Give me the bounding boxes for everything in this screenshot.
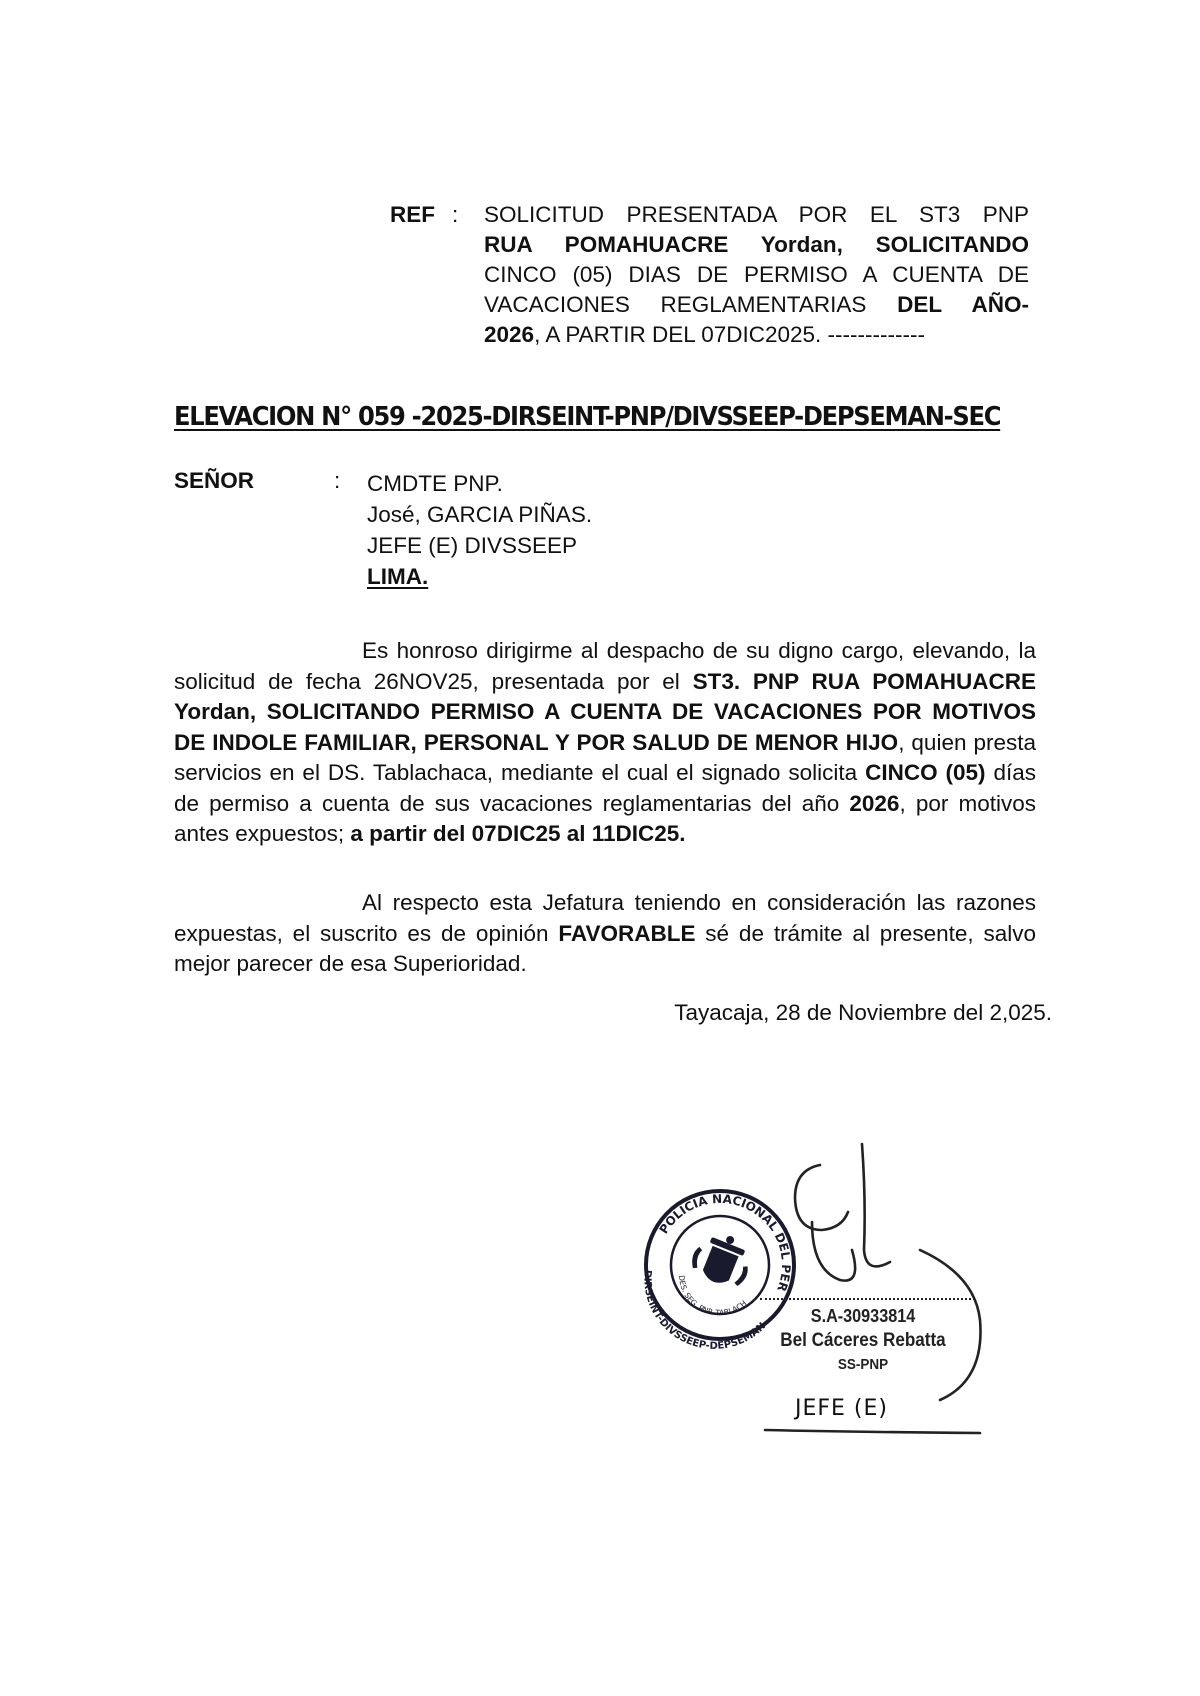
body-paragraph-1 bbox=[174, 636, 1036, 850]
coat-of-arms-icon bbox=[687, 1226, 758, 1293]
p1-text-3: días de permiso a cuenta de sus vacaciones reglamentarias del año bbox=[174, 760, 1037, 816]
reference-line-2: RUA POMAHUACRE Yordan, SOLICITANDO bbox=[484, 232, 1029, 257]
p1-text-2: , quien presta servicios en el DS. Tablachaca, mediante el cual el signado solicita bbox=[174, 729, 1036, 785]
svg-text:DIRSEINT-DIVSSEEP-DEPSEMAN: DIRSEINT-DIVSSEEP-DEPSEMAN bbox=[641, 1269, 769, 1352]
reference-line-4-text: VACACIONES REGLAMENTARIAS bbox=[484, 292, 898, 317]
reference-colon: : bbox=[452, 202, 459, 227]
signatory-name: Bel Cáceres Rebatta bbox=[780, 1330, 946, 1351]
p1-bold-1: ST3. PNP RUA POMAHUACRE Yordan, SOLICITANDO PERMISO A CUENTA DE VACACIONES POR MOTIVOS DE INDOLE FAMILIAR, PERSONAL Y POR SALUD DE MENOR HIJO bbox=[174, 668, 1037, 755]
reference-line-1: SOLICITUD PRESENTADA POR EL ST3 PNP bbox=[484, 202, 1029, 227]
handwritten-signature-icon bbox=[765, 1144, 981, 1433]
reference-line-3: CINCO (05) DIAS DE PERMISO A CUENTA DE bbox=[484, 262, 1029, 287]
signature-block bbox=[590, 1130, 1060, 1460]
reference-line-5-bold: 2026 bbox=[484, 322, 535, 347]
signature-dotted-line bbox=[760, 1298, 975, 1300]
document-title: ELEVACION N° 059 -2025-DIRSEINT-PNP/DIVSSEEP-DEPSEMAN-SEC bbox=[174, 402, 1001, 432]
addressee-block bbox=[367, 468, 592, 592]
p1-bold-4: a partir del 07DIC25 al 11DIC25. bbox=[350, 821, 686, 846]
addressee-colon: : bbox=[334, 468, 341, 493]
reference-label: REF bbox=[390, 202, 435, 227]
signatory-rank: SS-PNP bbox=[837, 1356, 889, 1373]
signatory-id: S.A-30933814 bbox=[810, 1306, 916, 1326]
p1-bold-2: CINCO (05) bbox=[865, 760, 986, 785]
reference-line-4 bbox=[484, 290, 1029, 320]
addressee-name: José, GARCIA PIÑAS. bbox=[367, 502, 593, 527]
svg-text:POLICIA NACIONAL DEL PERU: POLICIA NACIONAL DEL PERU bbox=[656, 1191, 794, 1294]
p1-bold-3: 2026 bbox=[849, 790, 900, 816]
addressee-rank: CMDTE PNP. bbox=[367, 471, 503, 496]
p2-text-1: Al respecto esta Jefatura teniendo en consideración las razones expuestas, el suscrito es de opinión bbox=[174, 890, 1036, 946]
body-paragraph-2 bbox=[174, 888, 1036, 980]
p1-text-4: , por motivos antes expuestos; bbox=[174, 790, 1036, 846]
p1-text-1: Es honroso dirigirme al despacho de su digno cargo, elevando, la solicitud de fecha 26NOV25, presentada por el bbox=[174, 638, 1036, 694]
signatory-role: JEFE (E) bbox=[795, 1396, 889, 1421]
reference-line-4-bold: DEL AÑO- bbox=[897, 292, 1029, 317]
reference-line-5-text: , A PARTIR DEL 07DIC2025. ------------- bbox=[534, 322, 925, 347]
date-line: Tayacaja, 28 de Noviembre del 2,025. bbox=[674, 1000, 1052, 1025]
addressee-position: JEFE (E) DIVSSEEP bbox=[367, 533, 578, 558]
reference-line-5 bbox=[484, 320, 1029, 350]
p2-bold-1: FAVORABLE bbox=[558, 920, 696, 946]
addressee-city: LIMA. bbox=[367, 564, 429, 589]
svg-text:DES. SEG. PNP. TABLACHACA: DES. SEG. PNP. TABLACHACA bbox=[677, 1274, 749, 1318]
p2-text-2: sé de trámite al presente, salvo mejor parecer de esa Superioridad. bbox=[174, 920, 1036, 976]
addressee-label: SEÑOR bbox=[174, 468, 255, 493]
